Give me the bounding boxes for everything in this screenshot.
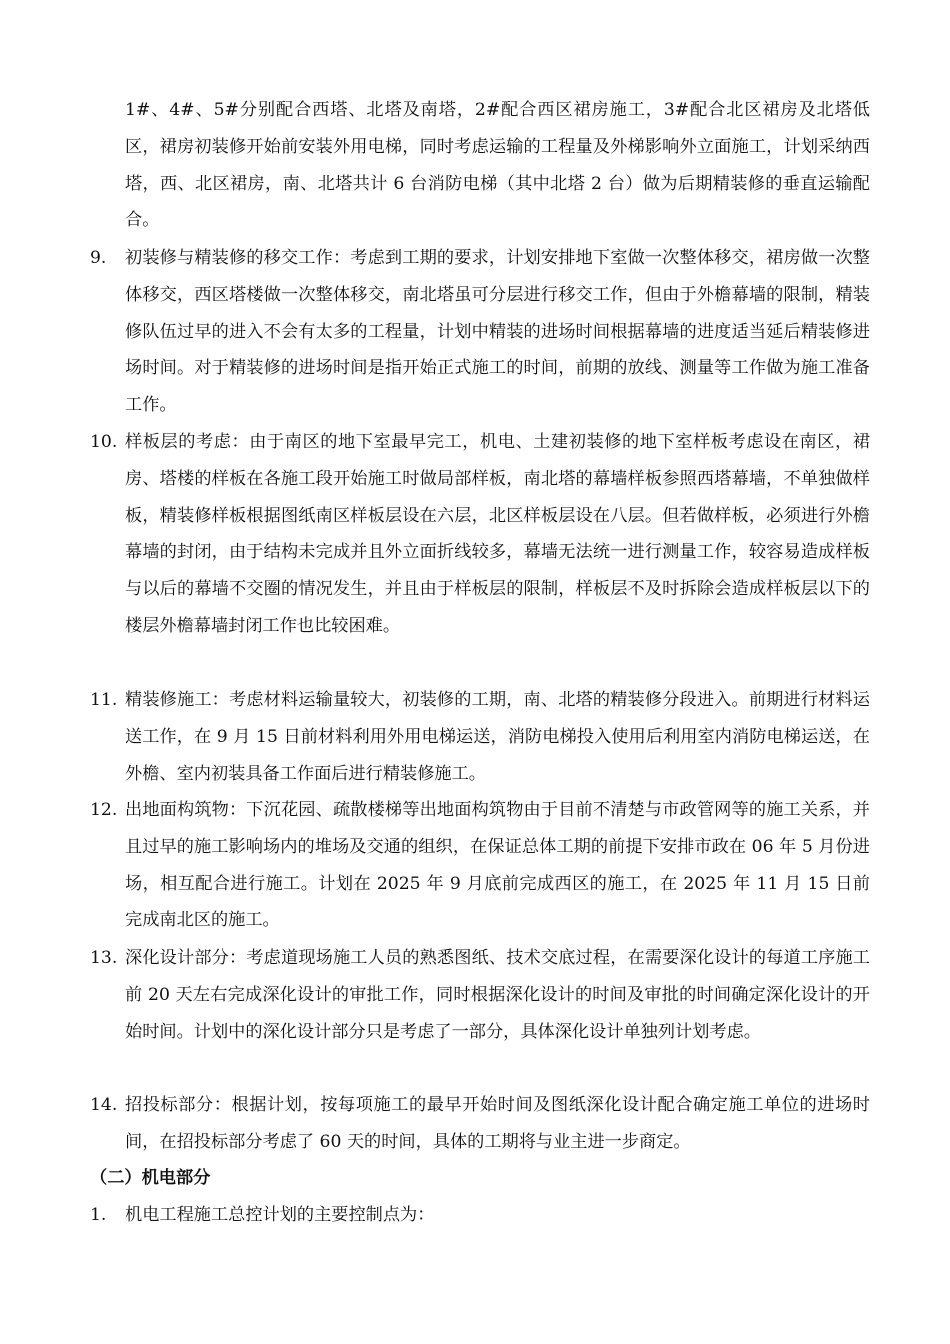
list-item-text: 机电工程施工总控计划的主要控制点为：	[125, 1205, 435, 1225]
list-item-final	[90, 1197, 870, 1234]
list-number: 13.	[90, 948, 118, 968]
list-item-text: 出地面构筑物：下沉花园、疏散楼梯等出地面构筑物由于目前不清楚与市政管网等的施工关系，并且过早的施工影响场内的堆场及交通的组织，在保证总体工期的前提下安排市政在 06 年 5 月份进场，相互配合进行施工。计划在 2025 年 9 月底前完成西区的施工，在 2025 年 11 月 15 日前完成南北区的施工。	[125, 800, 870, 931]
section-heading: （二）机电部分	[90, 1168, 211, 1188]
list-item-text: 样板层的考虑：由于南区的地下室最早完工，机电、土建初装修的地下室样板考虑设在南区，裙房、塔楼的样板在各施工段开始施工时做局部样板，南北塔的幕墙样板参照西塔幕墙，不单独做样板，精装修样板根据图纸南区样板层设在六层，北区样板层设在八层。但若做样板，必须进行外檐幕墙的封闭，由于结构未完成并且外立面折线较多，幕墙无法统一进行测量工作，较容易造成样板与以后的幕墙不交圈的情况发生，并且由于样板层的限制，样板层不及时拆除会造成样板层以下的楼层外檐幕墙封闭工作也比较困难。	[125, 432, 870, 636]
list-item-text: 精装修施工：考虑材料运输量较大，初装修的工期，南、北塔的精装修分段进入。前期进行材料运送工作，在 9 月 15 日前材料利用外用电梯运送，消防电梯投入使用后利用室内消防电梯运送，在外檐、室内初装具备工作面后进行精装修施工。	[125, 690, 870, 784]
list-item-10	[90, 424, 870, 645]
list-item-13	[90, 940, 870, 1050]
list-item-text: 招投标部分：根据计划，按每项施工的最早开始时间及图纸深化设计配合确定施工单位的进场时间，在招投标部分考虑了 60 天的时间，具体的工期将与业主进一步商定。	[125, 1095, 870, 1152]
continuation-paragraph: 1#、4#、5#分别配合西塔、北塔及南塔，2#配合西区裙房施工，3#配合北区裙房及北塔低区，裙房初装修开始前安装外用电梯，同时考虑运输的工程量及外梯影响外立面施工，计划采纳西塔，西、北区裙房，南、北塔共计 6 台消防电梯（其中北塔 2 台）做为后期精装修的垂直运输配合。	[125, 100, 870, 231]
list-number: 11.	[90, 690, 118, 710]
list-item-12	[90, 792, 870, 939]
list-item-text: 深化设计部分：考虑道现场施工人员的熟悉图纸、技术交底过程，在需要深化设计的每道工序施工前 20 天左右完成深化设计的审批工作，同时根据深化设计的时间及审批的时间确定深化设计的开始时间。计划中的深化设计部分只是考虑了一部分，具体深化设计单独列计划考虑。	[125, 948, 870, 1042]
list-item-11	[90, 682, 870, 792]
list-number: 10.	[90, 432, 118, 452]
list-item-14	[90, 1087, 870, 1161]
list-item-9	[90, 240, 870, 424]
list-number: 9.	[90, 248, 107, 268]
list-number: 14.	[90, 1095, 118, 1115]
list-item-text: 初装修与精装修的移交工作：考虑到工期的要求，计划安排地下室做一次整体移交，裙房做一次整体移交，西区塔楼做一次整体移交，南北塔虽可分层进行移交工作，但由于外檐幕墙的限制，精装修队伍过早的进入不会有太多的工程量，计划中精装的进场时间根据幕墙的进度适当延后精装修进场时间。对于精装修的进场时间是指开始正式施工的时间，前期的放线、测量等工作做为施工准备工作。	[125, 248, 870, 416]
list-number: 12.	[90, 800, 118, 820]
list-number: 1.	[90, 1205, 107, 1225]
